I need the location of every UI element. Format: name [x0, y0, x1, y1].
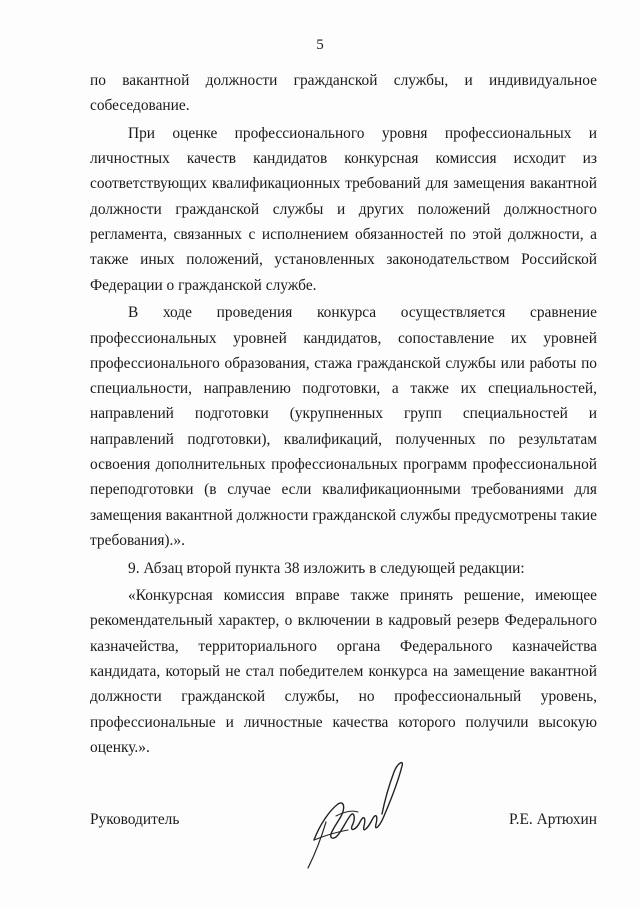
signatory-position: Руководитель [90, 811, 180, 828]
document-body [90, 68, 597, 763]
paragraph-5: «Конкурсная комиссия вправе также принять решение, имеющее рекомендательный характер, о включении в кадровый резерв Федерального казначейства, территориального органа Федерального казначейства кандидата, который не стал победителем конкурса на замещение вакантной должности гражданской службы, но профессиональный уровень, профессиональные и личностные качества которого получили высокую оценку.». [90, 587, 597, 756]
signatory-name: Р.Е. Артюхин [509, 811, 597, 828]
page-number: 5 [316, 37, 324, 53]
paragraph-4: 9. Абзац второй пункта 38 изложить в следующей редакции: [128, 559, 525, 577]
paragraph-3: В ходе проведения конкурса осуществляется сравнение профессиональных уровней кандидатов, сопоставление их уровней профессионального образования, стажа гражданской службы или работы по специальности, направлению подготовки, а также их специальностей, направлений подготовки (укрупненных групп специальностей и направлений подготовки), квалификаций, полученных по результатам освоения дополнительных профессиональных программ профессиональной переподготовки (в случае если квалификационными требованиями для замещения вакантной должности гражданской службы предусмотрены такие требования).». [90, 304, 597, 549]
paragraph-1: по вакантной должности гражданской службы, и индивидуальное собеседование. [90, 72, 597, 115]
signature-block [90, 808, 597, 832]
paragraph-2: При оценке профессионального уровня профессиональных и личностных качеств кандидатов конкурсная комиссия исходит из соответствующих квалификационных требований для замещения вакантной должности гражданской службы и других положений должностного регламента, связанных с исполнением обязанностей по этой должности, а также иных положений, установленных законодательством Российской Федерации о гражданской службе. [90, 124, 597, 294]
